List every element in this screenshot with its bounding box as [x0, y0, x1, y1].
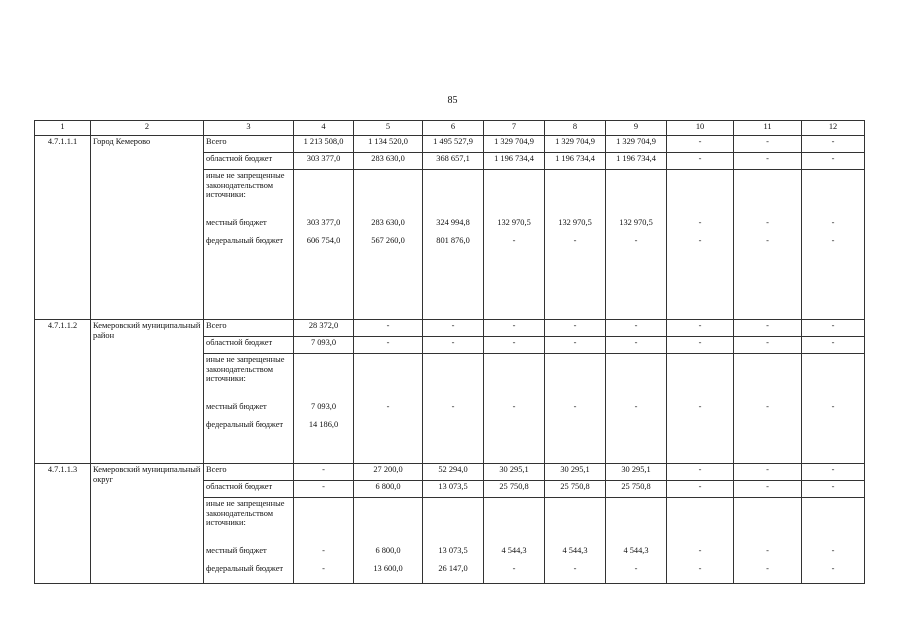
value-cell: [606, 170, 667, 320]
local-budget-value: 303 377,0: [306, 218, 341, 227]
header-row: [35, 121, 865, 136]
value-cell: [294, 354, 354, 464]
value-cell: -: [802, 337, 865, 354]
spacer: [608, 171, 664, 218]
value-cell: -: [667, 153, 734, 170]
federal-budget-value: -: [698, 564, 702, 573]
value-cell: 25 750,8: [484, 481, 545, 498]
value-cell: -: [734, 136, 802, 153]
value-cell: [667, 498, 734, 584]
value-cell: [545, 354, 606, 464]
value-cell: -: [484, 337, 545, 354]
local-budget-value: 13 073,5: [438, 546, 468, 555]
value-cell: 30 295,1: [545, 464, 606, 481]
spacer: [736, 499, 799, 546]
header-cell: 3: [204, 121, 294, 136]
value-cell: [354, 498, 423, 584]
value-cell: -: [606, 320, 667, 337]
spacer: [356, 499, 420, 546]
spacer: [669, 499, 731, 546]
value-cell: [484, 170, 545, 320]
header-cell: 10: [667, 121, 734, 136]
value-cell: [734, 498, 802, 584]
spacer: [486, 499, 542, 546]
value-cell: 25 750,8: [606, 481, 667, 498]
local-budget-value: -: [831, 218, 835, 227]
value-cell: 52 294,0: [423, 464, 484, 481]
local-budget-value: -: [386, 402, 390, 411]
value-cell: -: [294, 481, 354, 498]
value-cell: 1 213 508,0: [294, 136, 354, 153]
value-cell: [354, 170, 423, 320]
header-cell: 5: [354, 121, 423, 136]
value-cell: [484, 498, 545, 584]
local-budget-value: 324 994,8: [436, 218, 470, 227]
local-budget-value: -: [573, 402, 577, 411]
table-row: [35, 320, 865, 337]
value-cell: 1 196 734,4: [545, 153, 606, 170]
value-cell: [606, 354, 667, 464]
value-cell: [802, 354, 865, 464]
value-cell: -: [734, 481, 802, 498]
federal-budget-value: -: [634, 564, 638, 573]
federal-budget-value: -: [573, 236, 577, 245]
local-budget-value: 4 544,3: [623, 546, 649, 555]
federal-budget-value: [608, 420, 664, 438]
value-cell: [802, 498, 865, 584]
federal-budget-value: 26 147,0: [438, 564, 468, 573]
source-label-stack: [204, 354, 294, 464]
value-cell: 30 295,1: [606, 464, 667, 481]
federal-budget-value: -: [766, 236, 769, 245]
local-budget-value: -: [831, 402, 835, 411]
value-cell: 1 196 734,4: [484, 153, 545, 170]
value-cell: 1 329 704,9: [545, 136, 606, 153]
value-cell: -: [545, 337, 606, 354]
federal-budget-label: федеральный бюджет: [206, 420, 284, 429]
value-cell: -: [734, 464, 802, 481]
spacer: [425, 499, 481, 546]
value-cell: 1 196 734,4: [606, 153, 667, 170]
page-number: 85: [447, 95, 458, 106]
local-budget-value: 4 544,3: [562, 546, 588, 555]
value-cell: [606, 498, 667, 584]
source-label: областной бюджет: [204, 153, 294, 170]
federal-budget-value: -: [512, 236, 516, 245]
value-cell: 13 073,5: [423, 481, 484, 498]
local-budget-value: -: [766, 218, 769, 227]
spacer: [608, 499, 664, 546]
local-budget-value: -: [634, 402, 638, 411]
value-cell: -: [802, 320, 865, 337]
value-cell: -: [667, 337, 734, 354]
value-cell: 303 377,0: [294, 153, 354, 170]
value-cell: 368 657,1: [423, 153, 484, 170]
source-label: Всего: [204, 320, 294, 337]
table-row: [35, 464, 865, 481]
value-cell: [734, 354, 802, 464]
spacer: [425, 355, 481, 402]
spacer: [425, 171, 481, 218]
federal-budget-label: федеральный бюджет: [206, 236, 284, 245]
header-cell: 4: [294, 121, 354, 136]
local-budget-value: -: [322, 546, 325, 555]
local-budget-value: -: [512, 402, 516, 411]
item-name: Кемеровский муниципальный округ: [91, 464, 204, 584]
value-cell: -: [667, 481, 734, 498]
federal-budget-value: -: [831, 236, 835, 245]
source-label-stack: [204, 498, 294, 584]
value-cell: 1 495 527,9: [423, 136, 484, 153]
spacer: [736, 355, 799, 402]
header-cell: 7: [484, 121, 545, 136]
value-cell: [423, 354, 484, 464]
federal-budget-value: 14 186,0: [308, 420, 339, 429]
value-cell: -: [734, 153, 802, 170]
local-budget-label: местный бюджет: [206, 546, 267, 555]
value-cell: [484, 354, 545, 464]
value-cell: [545, 498, 606, 584]
local-budget-value: -: [766, 546, 769, 555]
source-label: областной бюджет: [204, 481, 294, 498]
federal-budget-value: -: [322, 564, 325, 573]
spacer: [804, 171, 862, 218]
local-budget-value: 4 544,3: [501, 546, 527, 555]
local-budget-value: -: [831, 546, 835, 555]
spacer: [804, 355, 862, 402]
spacer: [356, 355, 420, 402]
federal-budget-value: -: [698, 236, 702, 245]
federal-budget-value: -: [573, 564, 577, 573]
spacer: [669, 355, 731, 402]
source-label-stack: [204, 170, 294, 320]
federal-budget-value: [356, 420, 420, 438]
federal-budget-value: 606 754,0: [306, 236, 341, 245]
local-budget-value: 283 630,0: [371, 218, 405, 227]
other-sources-label: иные не запрещенные законодательством источники:: [206, 499, 285, 528]
header-cell: 2: [91, 121, 204, 136]
spacer: [547, 499, 603, 546]
local-budget-value: 132 970,5: [619, 218, 653, 227]
item-name: Город Кемерово: [91, 136, 204, 320]
spacer: [296, 355, 351, 402]
value-cell: -: [294, 464, 354, 481]
value-cell: [354, 354, 423, 464]
value-cell: 7 093,0: [294, 337, 354, 354]
value-cell: 283 630,0: [354, 153, 423, 170]
value-cell: -: [734, 320, 802, 337]
value-cell: 1 329 704,9: [606, 136, 667, 153]
value-cell: [667, 170, 734, 320]
local-budget-value: -: [766, 402, 769, 411]
federal-budget-value: [547, 420, 603, 438]
value-cell: -: [667, 136, 734, 153]
value-cell: 1 134 520,0: [354, 136, 423, 153]
other-sources-label: иные не запрещенные законодательством источники:: [206, 355, 285, 384]
federal-budget-value: -: [512, 564, 516, 573]
source-label: областной бюджет: [204, 337, 294, 354]
spacer: [356, 171, 420, 218]
spacer: [804, 499, 862, 546]
federal-budget-value: [736, 420, 799, 438]
federal-budget-value: [804, 420, 862, 438]
other-sources-label: иные не запрещенные законодательством источники:: [206, 171, 285, 200]
federal-budget-value: -: [766, 564, 769, 573]
local-budget-value: -: [698, 546, 702, 555]
federal-budget-value: 801 876,0: [436, 236, 470, 245]
value-cell: -: [734, 337, 802, 354]
local-budget-value: 6 800,0: [375, 546, 401, 555]
local-budget-label: местный бюджет: [206, 218, 267, 227]
budget-table: [34, 120, 865, 584]
spacer: [296, 499, 351, 546]
federal-budget-value: [669, 420, 731, 438]
value-cell: -: [802, 153, 865, 170]
source-label: Всего: [204, 464, 294, 481]
spacer: [296, 171, 351, 218]
spacer: [547, 355, 603, 402]
value-cell: 30 295,1: [484, 464, 545, 481]
value-cell: 25 750,8: [545, 481, 606, 498]
federal-budget-value: [486, 420, 542, 438]
federal-budget-label: федеральный бюджет: [206, 564, 284, 573]
local-budget-value: -: [451, 402, 455, 411]
value-cell: 27 200,0: [354, 464, 423, 481]
value-cell: -: [606, 337, 667, 354]
federal-budget-value: -: [634, 236, 638, 245]
spacer: [486, 355, 542, 402]
header-cell: 11: [734, 121, 802, 136]
header-cell: 12: [802, 121, 865, 136]
federal-budget-value: [425, 420, 481, 438]
value-cell: -: [802, 481, 865, 498]
value-cell: -: [423, 320, 484, 337]
spacer: [486, 171, 542, 218]
value-cell: [802, 170, 865, 320]
value-cell: [423, 170, 484, 320]
spacer: [736, 171, 799, 218]
local-budget-value: 132 970,5: [497, 218, 531, 227]
local-budget-value: 7 093,0: [310, 402, 337, 411]
header-cell: 9: [606, 121, 667, 136]
federal-budget-value: -: [831, 564, 835, 573]
spacer: [608, 355, 664, 402]
spacer: [547, 171, 603, 218]
item-code: 4.7.1.1.3: [35, 464, 91, 584]
value-cell: 1 329 704,9: [484, 136, 545, 153]
value-cell: -: [484, 320, 545, 337]
item-name: Кемеровский муниципальный район: [91, 320, 204, 464]
value-cell: 28 372,0: [294, 320, 354, 337]
value-cell: -: [667, 464, 734, 481]
header-cell: 1: [35, 121, 91, 136]
value-cell: [545, 170, 606, 320]
value-cell: [294, 498, 354, 584]
value-cell: 6 800,0: [354, 481, 423, 498]
header-cell: 8: [545, 121, 606, 136]
value-cell: -: [354, 320, 423, 337]
table-body: [35, 136, 865, 584]
local-budget-value: -: [698, 402, 702, 411]
local-budget-value: -: [698, 218, 702, 227]
local-budget-value: 132 970,5: [558, 218, 592, 227]
value-cell: -: [423, 337, 484, 354]
value-cell: -: [802, 464, 865, 481]
value-cell: [294, 170, 354, 320]
federal-budget-value: 13 600,0: [373, 564, 403, 573]
value-cell: [734, 170, 802, 320]
value-cell: -: [802, 136, 865, 153]
item-code: 4.7.1.1.2: [35, 320, 91, 464]
local-budget-label: местный бюджет: [206, 402, 267, 411]
value-cell: [667, 354, 734, 464]
source-label: Всего: [204, 136, 294, 153]
item-code: 4.7.1.1.1: [35, 136, 91, 320]
header-cell: 6: [423, 121, 484, 136]
table-row: [35, 136, 865, 153]
value-cell: -: [667, 320, 734, 337]
value-cell: [423, 498, 484, 584]
spacer: [669, 171, 731, 218]
federal-budget-value: 567 260,0: [371, 236, 405, 245]
value-cell: -: [545, 320, 606, 337]
value-cell: -: [354, 337, 423, 354]
